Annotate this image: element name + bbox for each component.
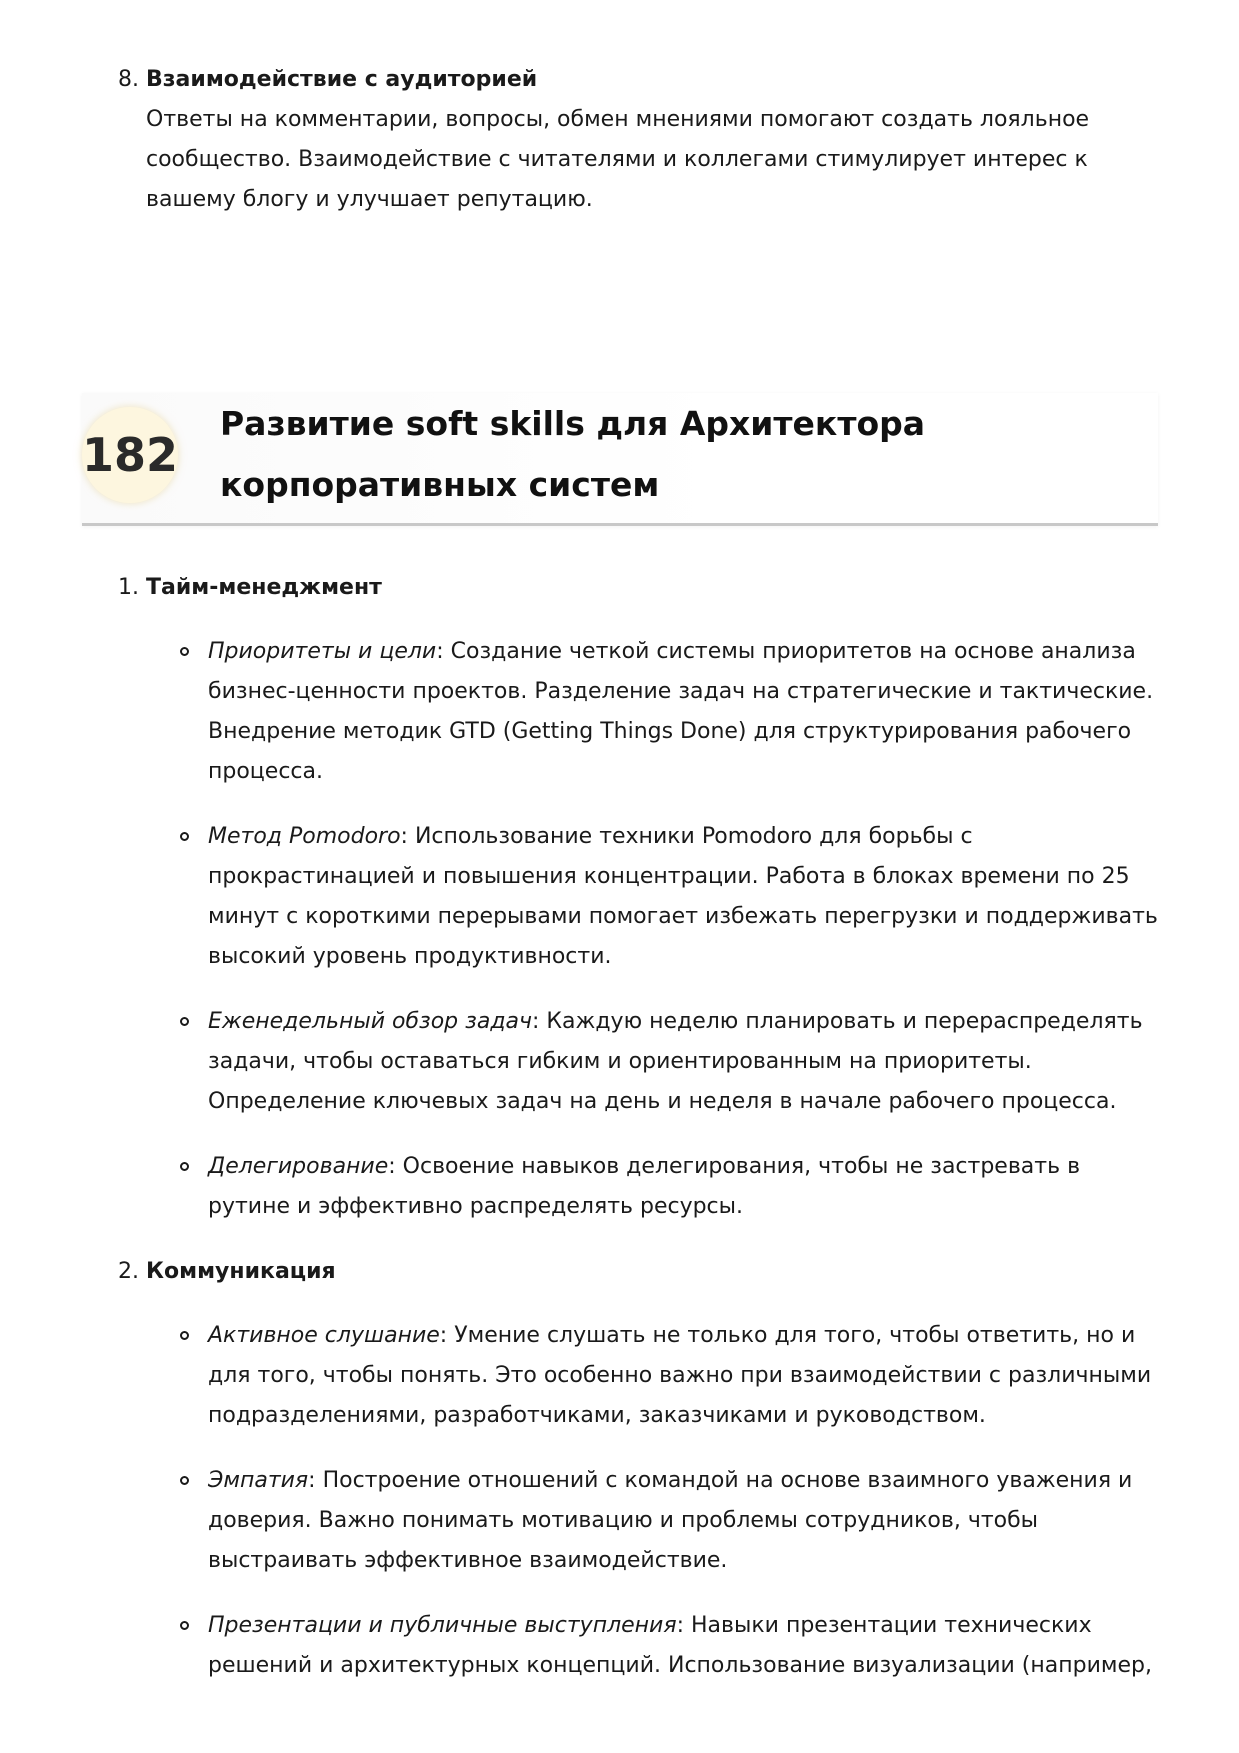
list-item-8 xyxy=(118,60,1158,220)
chapter-content xyxy=(118,568,1158,1711)
section-title: Коммуникация xyxy=(146,1259,336,1284)
circle-bullet-icon xyxy=(180,832,189,841)
item-text: : Освоение навыков делегирования, чтобы не застревать в рутине и эффективно распределять ресурсы. xyxy=(208,1154,1081,1219)
item-text: : Построение отношений с командой на основе взаимного уважения и доверия. Важно понимать мотивацию и проблемы сотрудников, чтобы выстраивать эффективное взаимодействие. xyxy=(208,1468,1133,1573)
chapter-title xyxy=(220,393,1120,515)
item-term: Эмпатия xyxy=(208,1468,309,1493)
list-item xyxy=(118,632,1158,792)
item-term: Активное слушание xyxy=(208,1323,440,1348)
chapter-title-line-2: корпоративных систем xyxy=(220,465,660,504)
circle-bullet-icon xyxy=(180,1331,189,1340)
section-heading xyxy=(118,568,1158,608)
item-text: Ответы на комментарии, вопросы, обмен мнениями помогают создать лояльное сообщество. Взаимодействие с читателями и коллегами стимулирует интерес к вашему блогу и улучшает репутацию. xyxy=(146,107,1090,212)
list-item xyxy=(118,1461,1158,1581)
list-number: 8. xyxy=(118,67,139,92)
sub-list xyxy=(118,1316,1158,1686)
item-term: Презентации и публичные выступления xyxy=(208,1613,677,1638)
chapter-title-line-1: Развитие soft skills для Архитектора xyxy=(220,404,926,443)
list-item xyxy=(118,1316,1158,1436)
section-title: Тайм-менеджмент xyxy=(146,575,382,600)
list-item xyxy=(118,1147,1158,1227)
chapter-header xyxy=(82,393,1158,526)
item-term: Приоритеты и цели xyxy=(208,639,437,664)
section-communication xyxy=(118,1252,1158,1686)
chapter-number-badge: 182 xyxy=(82,407,178,503)
circle-bullet-icon xyxy=(180,647,189,656)
item-text: : Использование техники Pomodoro для борьбы с прокрастинацией и повышения концентрации. Работа в блоках времени по 25 минут с короткими перерывами помогает избежать перегрузки и поддерживать высокий уровень продуктивности. xyxy=(208,824,1158,969)
list-number: 2. xyxy=(118,1259,139,1284)
sub-list xyxy=(118,632,1158,1227)
item-text: : Каждую неделю планировать и перераспределять задачи, чтобы оставаться гибким и ориентированным на приоритеты. Определение ключевых задач на день и неделя в начале рабочего процесса. xyxy=(208,1009,1143,1114)
item-term: Делегирование xyxy=(208,1154,389,1179)
item-term: Метод Pomodoro xyxy=(208,824,401,849)
list-item xyxy=(118,817,1158,977)
item-text: : Создание четкой системы приоритетов на основе анализа бизнес-ценности проектов. Разделение задач на стратегические и тактические. Внедрение методик GTD (Getting Things Done) для структурирования рабочего процесса. xyxy=(208,639,1154,784)
section-time-management xyxy=(118,568,1158,1227)
list-item xyxy=(118,1606,1158,1686)
item-term: Еженедельный обзор задач xyxy=(208,1009,533,1034)
item-text: : Навыки презентации технических решений и архитектурных концепций. Использование визуализации (например, xyxy=(208,1613,1152,1678)
circle-bullet-icon xyxy=(180,1476,189,1485)
section-heading xyxy=(118,1252,1158,1292)
item-title: Взаимодействие с аудиторией xyxy=(146,67,538,92)
circle-bullet-icon xyxy=(180,1162,189,1171)
item-text: : Умение слушать не только для того, чтобы ответить, но и для того, чтобы понять. Это особенно важно при взаимодействии с различными подразделениями, разработчиками, заказчиками и руководством. xyxy=(208,1323,1152,1428)
circle-bullet-icon xyxy=(180,1017,189,1026)
list-number: 1. xyxy=(118,575,139,600)
list-item xyxy=(118,1002,1158,1122)
circle-bullet-icon xyxy=(180,1621,189,1630)
